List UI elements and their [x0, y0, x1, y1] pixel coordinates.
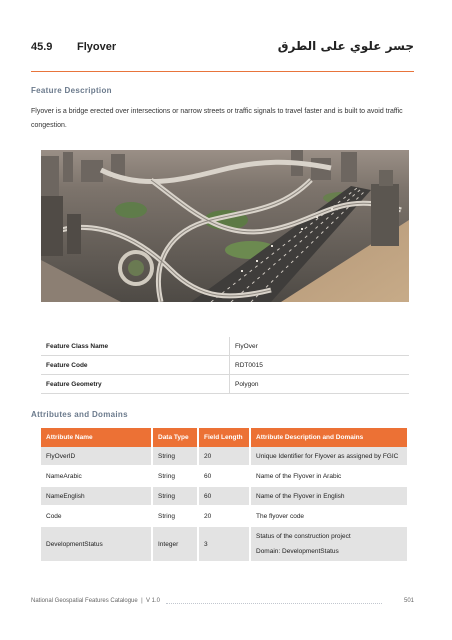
flyover-aerial-photo — [41, 150, 409, 302]
attributes-heading: Attributes and Domains — [31, 410, 128, 419]
data-type-cell: String — [152, 506, 198, 526]
data-type-cell: Integer — [152, 526, 198, 562]
description-cell: Name of the Flyover in English — [250, 486, 408, 506]
table-row — [41, 486, 408, 506]
section-title: Flyover — [77, 41, 117, 53]
table-row — [41, 466, 408, 486]
field-length-cell: 20 — [198, 447, 250, 466]
feature-class-name-label: Feature Class Name — [41, 337, 230, 356]
attribute-name-cell: NameEnglish — [41, 486, 152, 506]
feature-class-name-value: FlyOver — [230, 337, 410, 356]
feature-code-value: RDT0015 — [230, 356, 410, 375]
footer-label — [31, 598, 160, 604]
section-header — [31, 39, 414, 61]
page-number: 501 — [403, 598, 414, 604]
section-number: 45.9 — [31, 41, 53, 53]
description-cell: Name of the Flyover in Arabic — [250, 466, 408, 486]
column-header-attribute-name: Attribute Name — [41, 428, 152, 447]
feature-description-heading: Feature Description — [31, 86, 112, 95]
table-row — [41, 337, 409, 356]
attribute-name-cell: Code — [41, 506, 152, 526]
table-row — [41, 506, 408, 526]
description-line: Status of the construction project — [256, 533, 351, 540]
section-title-arabic: جسر علوي على الطرق — [277, 39, 414, 53]
table-row — [41, 526, 408, 562]
field-length-cell: 60 — [198, 466, 250, 486]
field-length-cell: 20 — [198, 506, 250, 526]
table-row — [41, 356, 409, 375]
feature-description-text: Flyover is a bridge erected over intersections or narrow streets or traffic signals to travel faster and is built to avoid traffic congestion. — [31, 108, 403, 129]
field-length-cell: 3 — [198, 526, 250, 562]
version-label: V 1.0 — [145, 598, 160, 604]
data-type-cell: String — [152, 447, 198, 466]
table-row — [41, 375, 409, 394]
attribute-name-cell: NameArabic — [41, 466, 152, 486]
description-cell: The flyover code — [250, 506, 408, 526]
feature-code-label: Feature Code — [41, 356, 230, 375]
domain-line: Domain: DevelopmentStatus — [256, 548, 339, 555]
attribute-name-cell: FlyOverID — [41, 447, 152, 466]
column-header-description: Attribute Description and Domains — [250, 428, 408, 447]
data-type-cell: String — [152, 466, 198, 486]
catalogue-name: National Geospatial Features Catalogue — [31, 598, 138, 604]
attribute-name-cell: DevelopmentStatus — [41, 526, 152, 562]
page-footer — [31, 596, 414, 608]
description-cell — [250, 526, 408, 562]
column-header-data-type: Data Type — [152, 428, 198, 447]
feature-info-table — [41, 337, 409, 394]
description-cell: Unique Identifier for Flyover as assigned by FGIC — [250, 447, 408, 466]
data-type-cell: String — [152, 486, 198, 506]
header-divider — [31, 71, 414, 72]
footer-leader-dots — [166, 603, 382, 604]
attributes-table — [41, 428, 409, 563]
feature-geometry-label: Feature Geometry — [41, 375, 230, 394]
footer-separator: | — [141, 598, 143, 604]
feature-geometry-value: Polygon — [230, 375, 410, 394]
column-header-field-length: Field Length — [198, 428, 250, 447]
field-length-cell: 60 — [198, 486, 250, 506]
table-header-row — [41, 428, 408, 447]
table-row — [41, 447, 408, 466]
